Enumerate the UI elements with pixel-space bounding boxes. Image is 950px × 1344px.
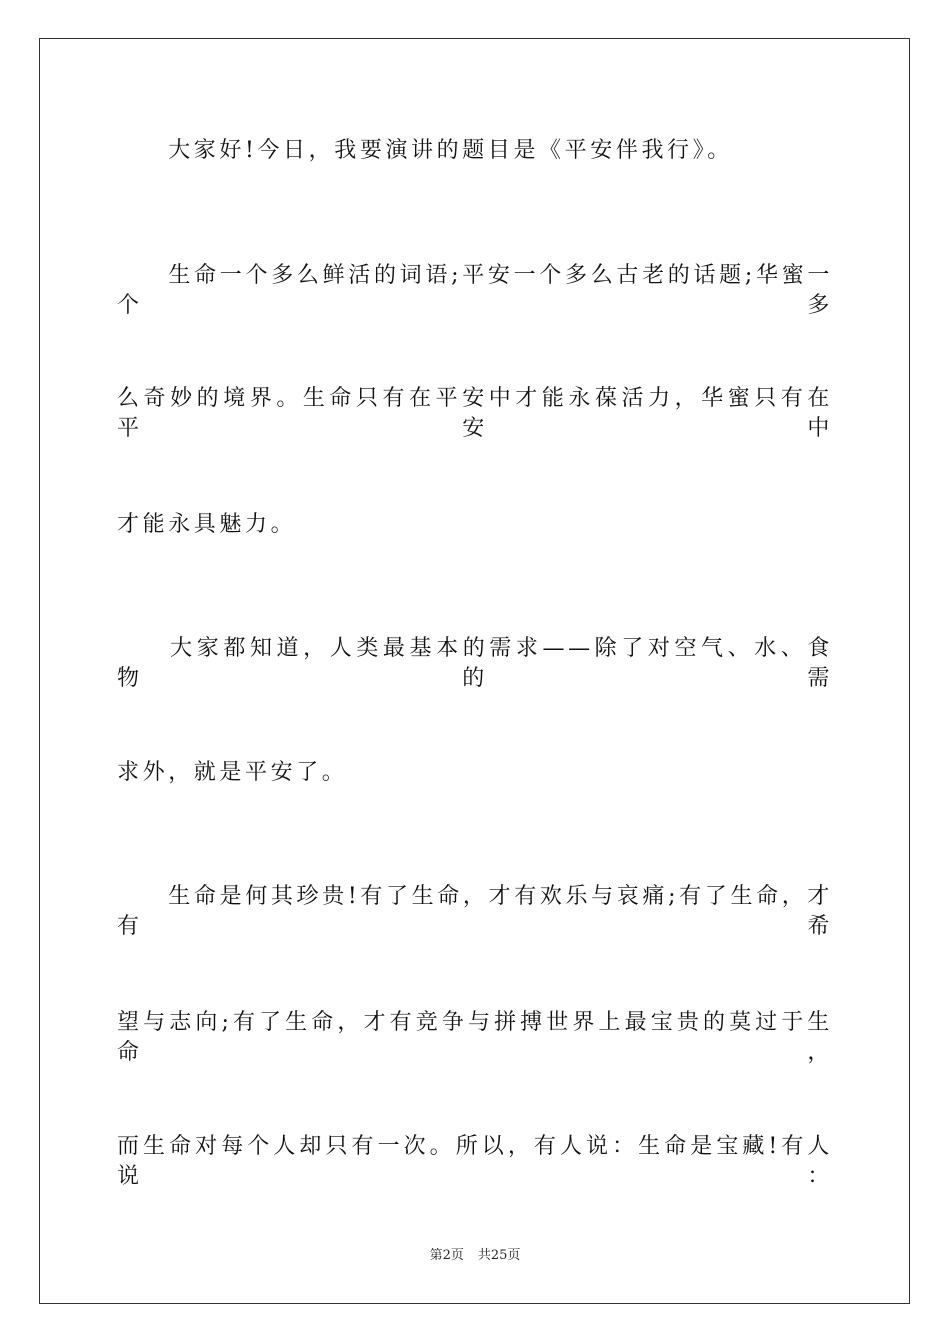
- text-line-9: 而生命对每个人却只有一次。所以，有人说：生命是宝藏!有人说：: [117, 1134, 833, 1189]
- text-line-7: 生命是何其珍贵!有了生命，才有欢乐与哀痛;有了生命，才有希: [117, 884, 833, 939]
- page-number: 第2页: [429, 1248, 464, 1263]
- text-line-1: 大家好!今日，我要演讲的题目是《平安伴我行》。: [117, 138, 733, 163]
- text-line-6: 求外，就是平安了。: [117, 760, 348, 785]
- page-footer: [0, 1247, 950, 1265]
- text-line-8: 望与志向;有了生命，才有竞争与拼搏世界上最宝贵的莫过于生命，: [117, 1010, 833, 1065]
- text-line-5: 大家都知道，人类最基本的需求——除了对空气、水、食物的需: [117, 636, 833, 691]
- text-line-2: 生命一个多么鲜活的词语;平安一个多么古老的话题;华蜜一个多: [117, 263, 833, 318]
- text-line-3: 么奇妙的境界。生命只有在平安中才能永葆活力，华蜜只有在平安中: [117, 386, 833, 441]
- text-line-4: 才能永具魅力。: [117, 512, 297, 537]
- page-total: 共25页: [477, 1248, 521, 1263]
